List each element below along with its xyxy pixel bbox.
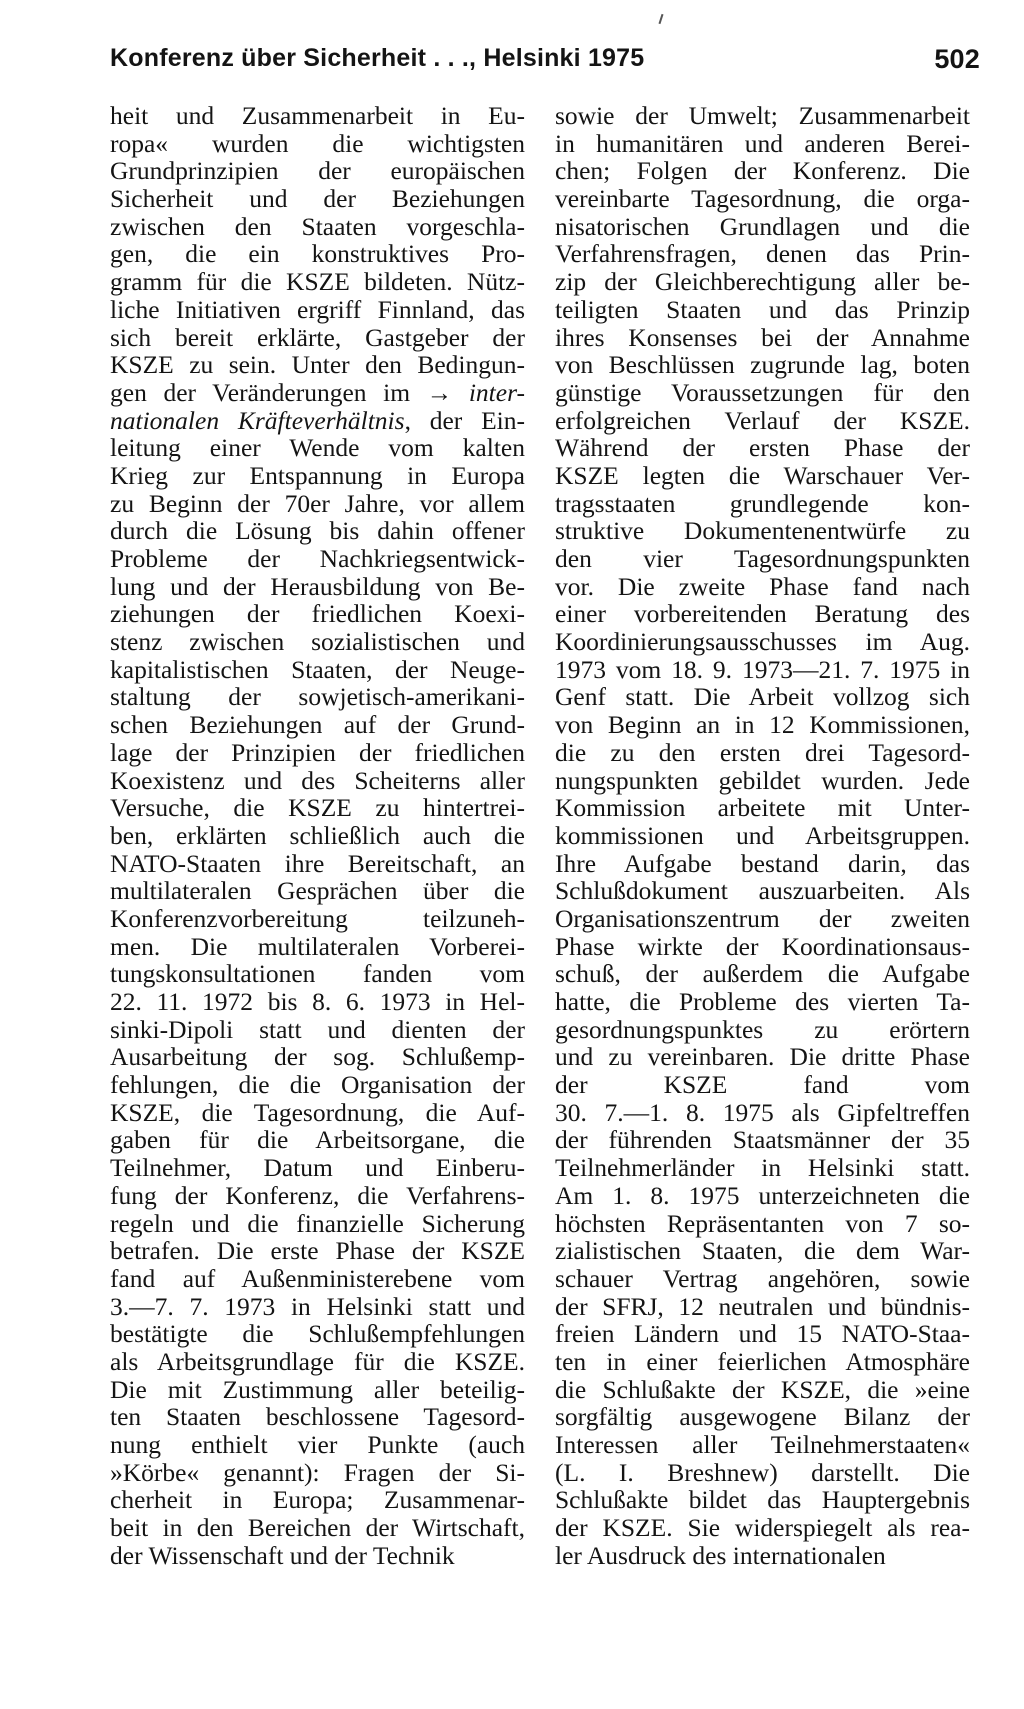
text-line: nisatorischen Grundlagen und die — [555, 211, 970, 241]
text-line: Am 1. 8. 1975 unterzeichneten die — [555, 1180, 970, 1210]
text-line: NATO-Staaten ihre Bereitschaft, an — [110, 848, 525, 878]
text-line: vor. Die zweite Phase fand nach — [555, 571, 970, 601]
text-line: Schlußakte bildet das Hauptergebnis — [555, 1485, 970, 1515]
text-line: von Beschlüssen zugrunde lag, boten — [555, 350, 970, 380]
text-line: nungspunkten gebildet wurden. Jede — [555, 765, 970, 795]
text-line: der SFRJ, 12 neutralen und bündnis- — [555, 1291, 970, 1321]
text-line: ropa« wurden die wichtigsten — [110, 128, 525, 158]
text-line: schuß, der außerdem die Aufgabe — [555, 959, 970, 989]
text-line: Kommission arbeitete mit Unter- — [555, 793, 970, 823]
text-line: ziehungen der friedlichen Koexi- — [110, 599, 525, 629]
text-line: Versuche, die KSZE zu hintertrei- — [110, 793, 525, 823]
text-line: beit in den Bereichen der Wirtschaft, — [110, 1513, 525, 1543]
text-line: betrafen. Die erste Phase der KSZE — [110, 1236, 525, 1266]
text-line: gaben für die Arbeitsorgane, die — [110, 1125, 525, 1155]
text-line: heit und Zusammenarbeit in Eu- — [110, 101, 525, 130]
text-line: Teilnehmerländer in Helsinki statt. — [555, 1153, 970, 1183]
text-line: zip der Gleichberechtigung aller be- — [555, 267, 970, 297]
text-line: 1973 vom 18. 9. 1973—21. 7. 1975 in — [555, 654, 970, 684]
text-line: sich bereit erklärte, Gastgeber der — [110, 322, 525, 352]
text-line: ten in einer feierlichen Atmosphäre — [555, 1346, 970, 1376]
text-line: erfolgreichen Verlauf der KSZE. — [555, 405, 970, 435]
text-line: Ihre Aufgabe bestand darin, das — [555, 848, 970, 878]
text-line: freien Ländern und 15 NATO-Staa- — [555, 1319, 970, 1349]
cross-reference-term: nationalen Kräfteverhältnis — [110, 405, 405, 435]
text-line: die Schlußakte der KSZE, die »eine — [555, 1374, 970, 1404]
text-line: von Beginn an in 12 Kommissionen, — [555, 710, 970, 740]
text-line: der KSZE fand vom — [555, 1070, 970, 1100]
text-line: den vier Tagesordnungspunkten — [555, 544, 970, 573]
text-line: stenz zwischen sozialistischen und — [110, 627, 525, 657]
text-line: lage der Prinzipien der friedlichen — [110, 737, 525, 767]
text-line: Schlußdokument auszuarbeiten. Als — [555, 876, 970, 906]
text-line: Krieg zur Entspannung in Europa — [110, 460, 525, 490]
text-line: in humanitären und anderen Berei- — [555, 128, 970, 158]
text-line: fand auf Außenministerebene vom — [110, 1263, 525, 1293]
text-line: Grundprinzipien der europäischen — [110, 156, 525, 186]
text-line: (L. I. Breshnew) darstellt. Die — [555, 1457, 970, 1487]
text-line: zwischen den Staaten vorgeschla- — [110, 211, 525, 241]
text-line: ben, erklärten schließlich auch die — [110, 820, 525, 850]
text-line: multilateralen Gesprächen über die — [110, 876, 525, 906]
text-line: zu Beginn der 70er Jahre, vor allem — [110, 488, 525, 518]
text-line: Koexistenz und des Scheiterns aller — [110, 765, 525, 795]
text-line: staltung der sowjetisch-amerikani- — [110, 682, 525, 712]
text-line: liche Initiativen ergriff Finnland, das — [110, 294, 525, 324]
text-line: günstige Voraussetzungen für den — [555, 377, 970, 407]
text-line: höchsten Repräsentanten von 7 so- — [555, 1208, 970, 1238]
scan-mark — [659, 14, 664, 24]
text-line: nationalen Kräfteverhältnis, der Ein- — [110, 405, 525, 435]
text-line: die zu den ersten drei Tagesord- — [555, 737, 970, 767]
text-line: 22. 11. 1972 bis 8. 6. 1973 in Hel- — [110, 987, 525, 1016]
text-line: chen; Folgen der Konferenz. Die — [555, 156, 970, 186]
running-head-title: Konferenz über Sicherheit . . ., Helsinki 1975 — [110, 44, 645, 72]
text-line: Sicherheit und der Beziehungen — [110, 184, 525, 214]
text-line: vereinbarte Tagesordnung, die orga- — [555, 184, 970, 214]
text-line: tragsstaaten grundlegende kon- — [555, 488, 970, 518]
text-line: der führenden Staatsmänner der 35 — [555, 1125, 970, 1155]
text-line: 3.—7. 7. 1973 in Helsinki statt und — [110, 1291, 525, 1321]
text-line: kommissionen und Arbeitsgruppen. — [555, 820, 970, 850]
text-line: cherheit in Europa; Zusammenar- — [110, 1485, 525, 1515]
text-line: gen der Veränderungen im → inter- — [110, 377, 525, 407]
page-number: 502 — [934, 44, 980, 74]
text-line: gramm für die KSZE bildeten. Nütz- — [110, 267, 525, 297]
text-line: ler Ausdruck des internationalen — [555, 1540, 886, 1570]
text-line: Organisationszentrum der zweiten — [555, 903, 970, 933]
text-line: Verfahrensfragen, denen das Prin- — [555, 239, 970, 269]
text-line: Genf statt. Die Arbeit vollzog sich — [555, 682, 970, 712]
text-line: leitung einer Wende vom kalten — [110, 433, 525, 463]
text-line: sowie der Umwelt; Zusammenarbeit — [555, 101, 970, 130]
text-line: einer vorbereitenden Beratung des — [555, 599, 970, 629]
text-line: bestätigte die Schlußempfehlungen — [110, 1319, 525, 1349]
running-head — [110, 44, 980, 88]
text-line: sinki-Dipoli statt und dienten der — [110, 1014, 525, 1044]
text-line: gesordnungspunktes zu erörtern — [555, 1014, 970, 1044]
text-line: Ausarbeitung der sog. Schlußemp- — [110, 1042, 525, 1072]
text-line: KSZE zu sein. Unter den Bedingun- — [110, 350, 525, 380]
text-line: schen Beziehungen auf der Grund- — [110, 710, 525, 740]
text-line: tungskonsultationen fanden vom — [110, 959, 525, 989]
text-line: der KSZE. Sie widerspiegelt als rea- — [555, 1513, 970, 1543]
text-line: gen, die ein konstruktives Pro- — [110, 239, 525, 269]
text-line: sorgfältig ausgewogene Bilanz der — [555, 1402, 970, 1432]
text-line: lung und der Herausbildung von Be- — [110, 571, 525, 601]
text-line: Phase wirkte der Koordinationsaus- — [555, 931, 970, 961]
text-line: KSZE legten die Warschauer Ver- — [555, 460, 970, 490]
text-line: KSZE, die Tagesordnung, die Auf- — [110, 1097, 525, 1127]
text-line: hatte, die Probleme des vierten Ta- — [555, 987, 970, 1016]
text-line: regeln und die finanzielle Sicherung — [110, 1208, 525, 1238]
text-line: 30. 7.—1. 8. 1975 als Gipfeltreffen — [555, 1097, 970, 1127]
text-line: als Arbeitsgrundlage für die KSZE. — [110, 1346, 525, 1376]
text-line: nung enthielt vier Punkte (auch — [110, 1430, 525, 1459]
left-column — [110, 102, 525, 1569]
text-line: und zu vereinbaren. Die dritte Phase — [555, 1042, 970, 1072]
text-line: Die mit Zustimmung aller beteilig- — [110, 1374, 525, 1404]
text-line: men. Die multilateralen Vorberei- — [110, 931, 525, 961]
right-column — [555, 102, 970, 1569]
text-line: ten Staaten beschlossene Tagesord- — [110, 1402, 525, 1432]
text-line: Konferenzvorbereitung teilzuneh- — [110, 903, 525, 933]
text-line: Probleme der Nachkriegsentwick- — [110, 544, 525, 573]
text-line: fehlungen, die die Organisation der — [110, 1070, 525, 1100]
text-line: der Wissenschaft und der Technik — [110, 1540, 455, 1570]
cross-reference-term: inter- — [468, 377, 525, 407]
text-line: »Körbe« genannt): Fragen der Si- — [110, 1457, 525, 1487]
text-line: struktive Dokumentenentwürfe zu — [555, 516, 970, 546]
text-line: zialistischen Staaten, die dem War- — [555, 1236, 970, 1266]
text-line: teiligten Staaten und das Prinzip — [555, 294, 970, 324]
text-line: Während der ersten Phase der — [555, 433, 970, 463]
text-line: kapitalistischen Staaten, der Neuge- — [110, 654, 525, 684]
text-line: Interessen aller Teilnehmerstaaten« — [555, 1430, 970, 1459]
text-line: schauer Vertrag angehören, sowie — [555, 1263, 970, 1293]
text-line: ihres Konsenses bei der Annahme — [555, 322, 970, 352]
text-line: durch die Lösung bis dahin offener — [110, 516, 525, 546]
text-line: Teilnehmer, Datum und Einberu- — [110, 1153, 525, 1183]
text-line: fung der Konferenz, die Verfahrens- — [110, 1180, 525, 1210]
text-line: Koordinierungsausschusses im Aug. — [555, 627, 970, 657]
